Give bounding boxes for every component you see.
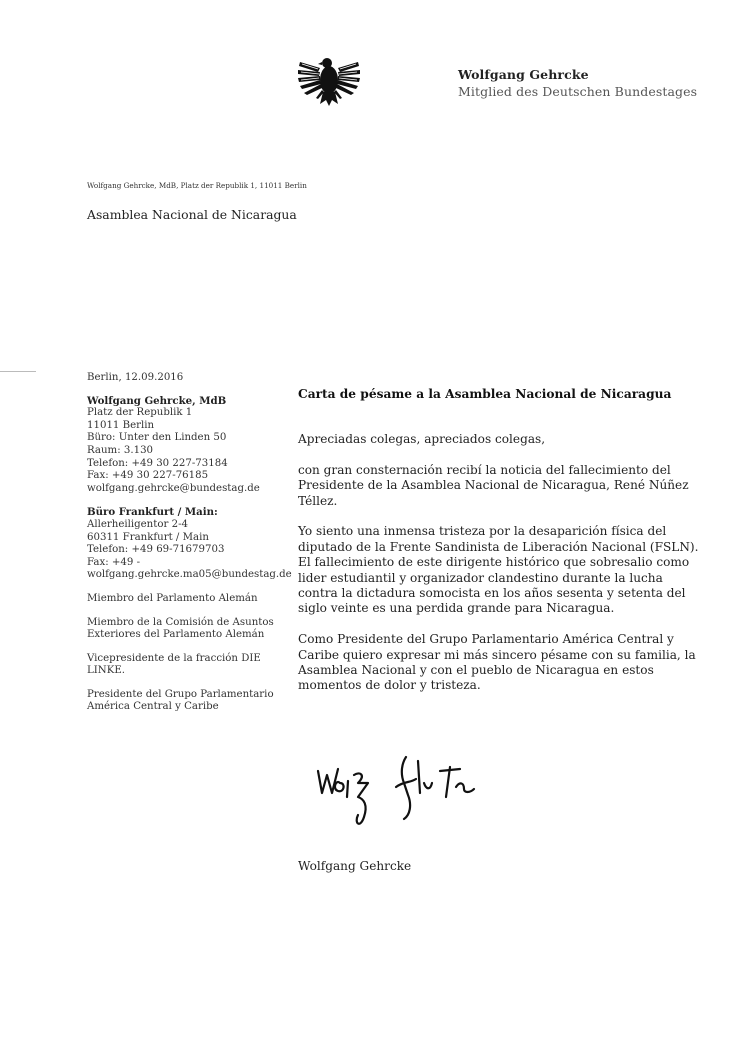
body-line: lider estudiantil y organizador clandestino durante la lucha (298, 570, 663, 585)
body-line: diputado de la Frente Sandinista de Liberación Nacional (FSLN). (298, 539, 699, 554)
sidebar-info (87, 372, 292, 714)
letter-subject: Carta de pésame a la Asamblea Nacional de Nicaragua (298, 387, 672, 401)
role-item: Presidente del Grupo Parlamentario (87, 688, 274, 700)
fold-mark (0, 371, 36, 372)
frankfurt-office-heading: Büro Frankfurt / Main: (87, 506, 218, 519)
berlin-office-heading: Wolfgang Gehrcke, MdB (87, 394, 227, 407)
letter-date: Berlin, 12.09.2016 (87, 372, 184, 383)
body-line: con gran consternación recibí la noticia del fallecimiento del (298, 462, 671, 477)
salutation-text: Apreciadas colegas, apreciados colegas, (298, 432, 546, 446)
body-line: siglo veinte es una perdida grande para Nicaragua. (298, 601, 615, 616)
berlin-office-line: 11011 Berlin (87, 419, 155, 431)
body-line: Asamblea Nacional y con el pueblo de Nicaragua en estos (298, 663, 654, 678)
role-item: América Central y Caribe (87, 701, 219, 713)
berlin-office-phone: Telefon: +49 30 227-73184 (87, 457, 228, 469)
berlin-office-email: wolfgang.gehrcke@bundestag.de (87, 482, 260, 494)
berlin-office-line: Raum: 3.130 (87, 444, 154, 456)
role-item: LINKE. (87, 665, 125, 677)
body-line: momentos de dolor y tristeza. (298, 678, 481, 693)
berlin-office-line: Platz der Republik 1 (87, 407, 193, 419)
frankfurt-office-fax: Fax: +49 - (87, 556, 141, 568)
sender-return-address: Wolfgang Gehrcke, MdB, Platz der Republik 1, 11011 Berlin (87, 181, 307, 190)
frankfurt-office-email: wolfgang.gehrcke.ma05@bundestag.de (87, 569, 292, 581)
salutation (298, 432, 718, 447)
body-line: Presidente de la Asamblea Nacional de Nicaragua, René Núñez (298, 478, 689, 493)
body-line: El fallecimiento de este dirigente histórico que sobresalio como (298, 555, 690, 570)
body-paragraph (298, 632, 718, 694)
frankfurt-office-phone: Telefon: +49 69-71679703 (87, 544, 225, 556)
role-item: Vicepresidente de la fracción DIE (87, 652, 261, 664)
body-line: contra la dictadura somocista en los años sesenta y setenta del (298, 586, 686, 601)
berlin-office-line: Büro: Unter den Linden 50 (87, 432, 227, 444)
frankfurt-office-line: Allerheiligentor 2-4 (87, 518, 188, 530)
body-line: Yo siento una inmensa tristeza por la desaparición física del (298, 524, 667, 539)
role-item: Miembro del Parlamento Alemán (87, 592, 258, 604)
berlin-office-fax: Fax: +49 30 227-76185 (87, 470, 209, 482)
body-line: Como Presidente del Grupo Parlamentario América Central y (298, 632, 674, 647)
body-line: Caribe quiero expresar mi más sincero pésame con su familia, la (298, 647, 696, 662)
signatory-name: Wolfgang Gehrcke (298, 859, 412, 873)
letterhead-name: Wolfgang Gehrcke (458, 67, 589, 82)
frankfurt-office-line: 60311 Frankfurt / Main (87, 531, 209, 543)
role-item: Exteriores del Parlamento Alemán (87, 629, 265, 641)
federal-eagle-icon (296, 52, 362, 108)
body-line: Téllez. (298, 493, 338, 508)
role-item: Miembro de la Comisión de Asuntos (87, 616, 274, 628)
body-paragraph (298, 463, 718, 509)
body-paragraph (298, 524, 718, 616)
letter-body (298, 432, 718, 709)
letterhead-subtitle: Mitglied des Deutschen Bundestages (458, 84, 698, 99)
recipient-address: Asamblea Nacional de Nicaragua (87, 207, 297, 222)
handwritten-signature (314, 753, 490, 835)
